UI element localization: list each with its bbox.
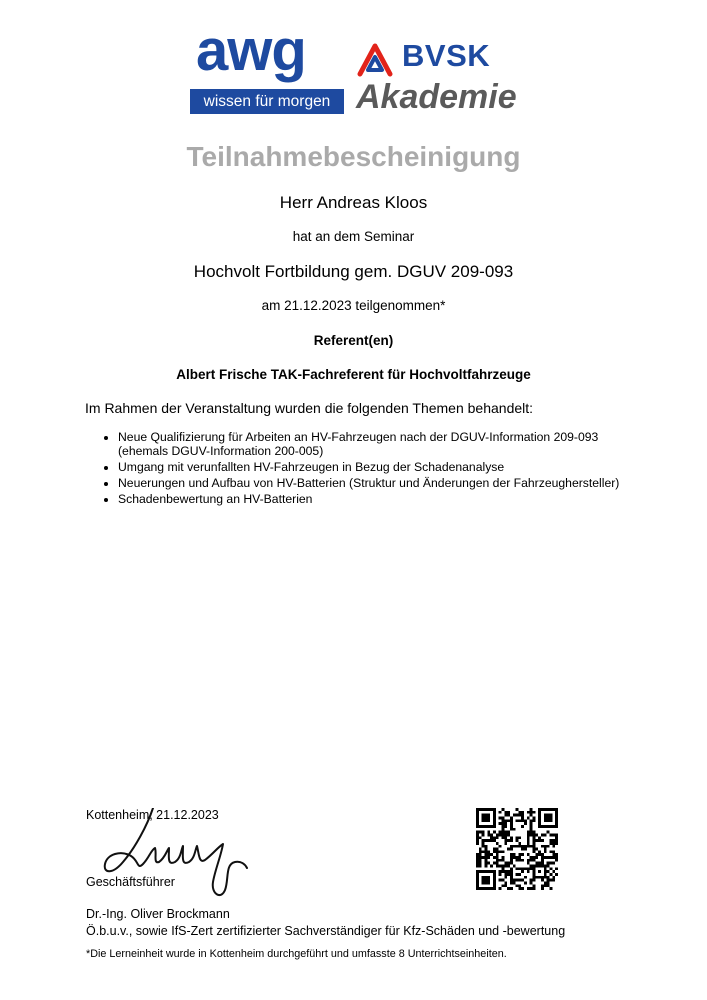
awg-logo-tagline: wissen für morgen <box>190 89 344 114</box>
topic-item: • Neue Qualifizierung für Arbeiten an HV-Fahrzeugen nach der DGUV-Information 209-093 (ehemals DGUV-Information 200-005) <box>118 430 648 458</box>
certificate-title: Teilnahmebescheinigung <box>186 141 521 172</box>
awg-logo <box>190 18 344 118</box>
topics-intro: Im Rahmen der Veranstaltung wurden die folgenden Themen behandelt: <box>85 400 534 416</box>
signer-title: Ö.b.u.v., sowie IfS-Zert zertifizierter Sachverständiger für Kfz-Schäden und -bewertung <box>86 924 566 938</box>
seminar-title: Hochvolt Fortbildung gem. DGUV 209-093 <box>193 262 514 281</box>
topic-item: • Umgang mit verunfallten HV-Fahrzeugen in Bezug der Schadenanalyse <box>118 460 648 474</box>
bvsk-logo-word: BVSK <box>402 38 491 73</box>
referent-heading: Referent(en) <box>313 333 394 348</box>
qr-code-icon <box>476 808 558 890</box>
seminar-intro: hat an dem Seminar <box>292 229 415 244</box>
footnote: *Die Lerneinheit wurde in Kottenheim durchgeführt und umfasste 8 Unterrichtseinheiten. <box>86 948 507 960</box>
topic-item: • Schadenbewertung an HV-Batterien <box>118 492 648 506</box>
signer-name: Dr.-Ing. Oliver Brockmann <box>86 907 230 921</box>
signer-role: Geschäftsführer <box>86 875 175 889</box>
participant-name: Herr Andreas Kloos <box>279 193 428 212</box>
awg-logo-word: awg <box>196 18 306 83</box>
participation-date: am 21.12.2023 teilgenommen* <box>261 298 446 313</box>
referent-name: Albert Frische TAK-Fachreferent für Hochvoltfahrzeuge <box>176 367 531 382</box>
topic-item: • Neuerungen und Aufbau von HV-Batterien (Struktur und Änderungen der Fahrzeughersteller) <box>118 476 648 490</box>
bvsk-akademie-logo <box>356 38 516 120</box>
place-date: Kottenheim, 21.12.2023 <box>86 808 219 822</box>
topics-list <box>100 430 648 508</box>
bvsk-triangle-icon <box>356 40 394 78</box>
akademie-logo-word: Akademie <box>356 78 517 116</box>
signature-image <box>95 808 270 908</box>
